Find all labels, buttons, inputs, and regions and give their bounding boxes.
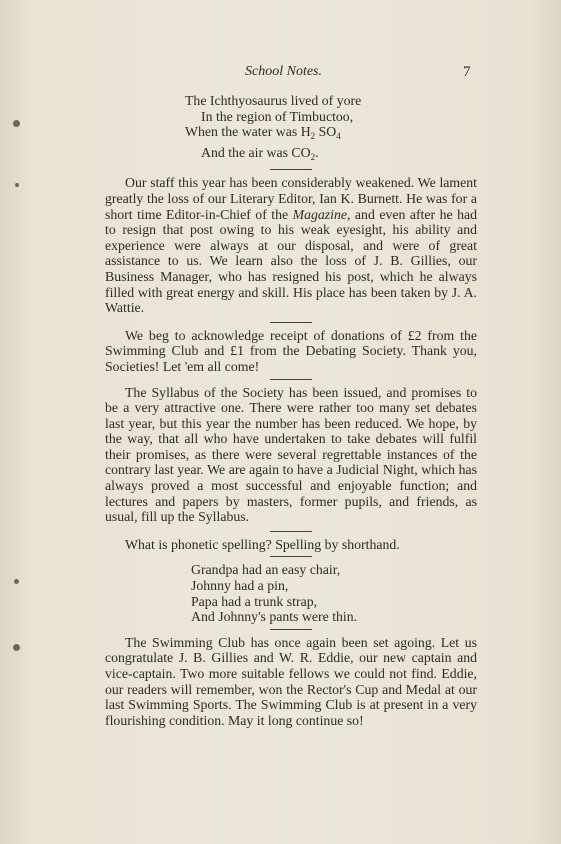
verse-grandpa (191, 562, 477, 624)
paragraph-staff: Our staff this year has been considerably weakened. We lament greatly the loss of our Literary Editor, Ian K. Burnett. He was for a short time Editor-in-Chief of the Magazine, and even after he had to resign that post owing to his weak eyesight, his ability and experience were always at our disposal, and were of great assistance to us. We learn also the loss of J. B. Gillies, our Business Manager, who has resigned his post, which he always filled with great energy and skill. His place has been taken by J. A. Wattie. (105, 175, 477, 316)
verse-line: Papa had a trunk strap, (191, 593, 318, 609)
section-divider (270, 169, 312, 170)
paragraph-donations: We beg to acknowledge receipt of donations of £2 from the Swimming Club and £1 from the Debating Society. Thank you, Societies! Let 'em all come! (105, 327, 477, 374)
binding-hole-mark (13, 644, 20, 651)
running-title: School Notes. (245, 64, 322, 79)
magazine-italic: Magazine (292, 206, 348, 222)
verse-line: And Johnny's pants were thin. (191, 609, 358, 625)
binding-hole-mark (13, 120, 20, 127)
paragraph-swimming: The Swimming Club has once again been set agoing. Let us congratulate J. B. Gillies and W. R. Eddie, our new captain and vice-captain. Two more suitable fellows we could not find. Eddie, our readers will remember, won the Rector's Cup and Medal at our last Swimming Sports. The Swimming Club is at present in a very flourishing condition. May it long continue so! (105, 634, 477, 728)
paragraph-syllabus: The Syllabus of the Society has been issued, and promises to be a very attractive one. There were rather too many set debates last year, but this year the number has been reduced. We hope, by the way, that all who have undertaken to take debates will fulfil their promises, as there were several regrettable instances of the contrary last year. We are again to have a Judicial Night, which has always proved a most successful and enjoyable function; and lectures and papers by masters, former pupils, and friends, as usual, fill up the Syllabus. (105, 384, 477, 525)
page-number: 7 (463, 64, 471, 80)
section-divider (270, 629, 312, 630)
section-divider (270, 531, 312, 532)
verse-line: When the water was $H_2$ $SO_4$ (185, 124, 341, 142)
section-divider (270, 379, 312, 380)
page-body (105, 93, 477, 728)
verse-line: Johnny had a pin, (191, 578, 289, 594)
verse-line: Grandpa had an easy chair, (191, 562, 341, 578)
verse-line: The Ichthyosaurus lived of yore (185, 93, 362, 108)
page-header (0, 64, 561, 82)
verse-line: In the region of Timbuctoo, (201, 108, 354, 124)
binding-hole-mark (14, 579, 19, 584)
binding-hole-mark (15, 183, 19, 187)
verse-ichthyosaurus (185, 93, 477, 165)
section-divider (270, 556, 312, 557)
joke-line: What is phonetic spelling? Spelling by shorthand. (125, 536, 400, 552)
section-divider (270, 322, 312, 323)
verse-line: And the air was $CO_2$. (201, 144, 319, 162)
